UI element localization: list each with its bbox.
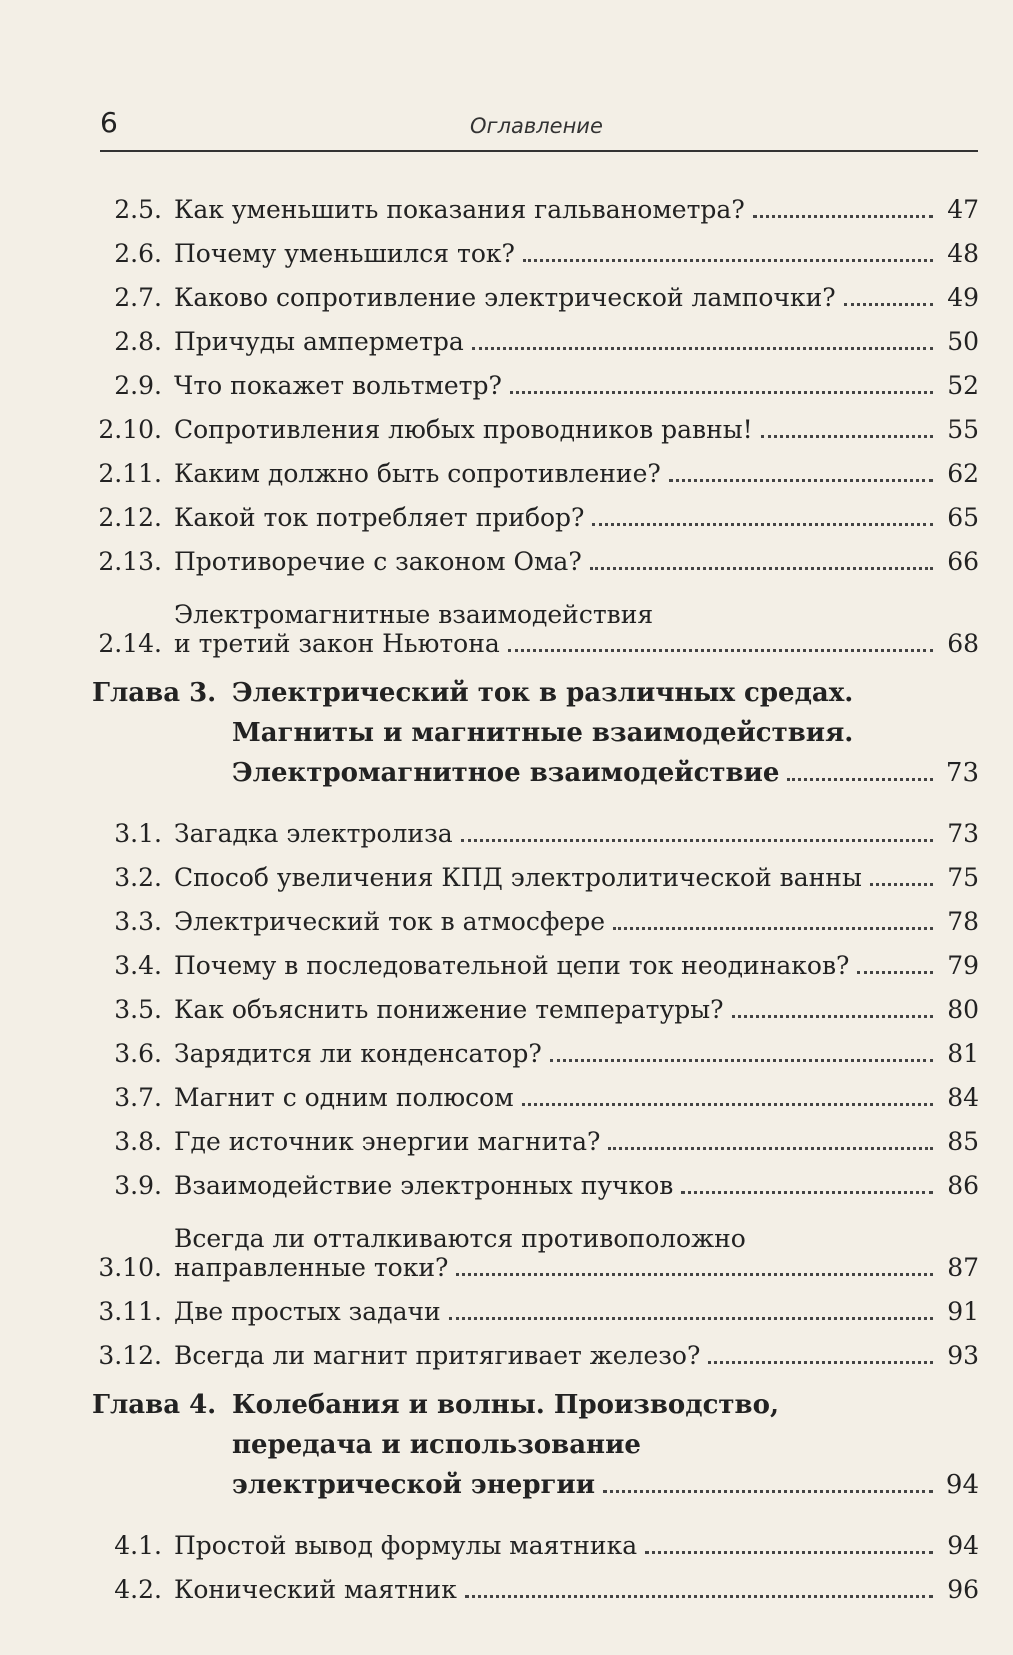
entry-title: Способ увеличения КПД электролитической ванны: [174, 863, 862, 892]
entry-number: 4.1.: [114, 1531, 162, 1560]
entry-number: 3.3.: [114, 907, 162, 936]
entry-page: 47: [947, 195, 979, 224]
chapter-page: 94: [945, 1470, 979, 1500]
leader-dots: [732, 1014, 934, 1018]
entry-number: 3.8.: [114, 1127, 162, 1156]
leader-dots: [510, 390, 933, 394]
entry-title: Противоречие с законом Ома?: [174, 547, 582, 576]
chapter-label: Глава 3.: [92, 678, 217, 708]
leader-dots: [787, 777, 933, 781]
entry-page: 96: [947, 1575, 979, 1604]
entry-page: 49: [947, 283, 979, 312]
entry-number: 3.4.: [114, 951, 162, 980]
chapter-title-line: Электромагнитное взаимодействие: [232, 758, 780, 788]
entry-page: 93: [947, 1341, 979, 1370]
entry-number: 2.10.: [98, 415, 162, 444]
entry-page: 65: [947, 503, 979, 532]
section-3-entries: [92, 804, 979, 1370]
toc-entry: [92, 936, 979, 980]
toc-entry: [92, 576, 979, 658]
entry-page: 66: [947, 547, 979, 576]
leader-dots: [592, 522, 933, 526]
page-number: 6: [100, 106, 118, 139]
entry-number: 3.9.: [114, 1171, 162, 1200]
toc-entry: [92, 1516, 979, 1560]
leader-dots: [613, 926, 933, 930]
entry-title: Электрический ток в атмосфере: [174, 907, 606, 936]
toc-entry: [92, 1112, 979, 1156]
entry-number: 3.11.: [98, 1297, 162, 1326]
toc-entry: [92, 1200, 979, 1282]
entry-title: направленные токи?: [174, 1253, 449, 1282]
leader-dots: [844, 302, 933, 306]
entry-title: Каково сопротивление электрической лампочки?: [174, 283, 836, 312]
entry-number: 4.2.: [114, 1575, 162, 1604]
entry-number: 2.9.: [114, 371, 162, 400]
toc-entry: [92, 980, 979, 1024]
entry-number: 2.11.: [98, 459, 162, 488]
toc-entry: [92, 848, 979, 892]
chapter-title-line: Электрический ток в различных средах.: [232, 678, 854, 708]
entry-title: Конический маятник: [174, 1575, 457, 1604]
entry-number: 3.12.: [98, 1341, 162, 1370]
entry-number: 2.12.: [98, 503, 162, 532]
toc-entry: [92, 1156, 979, 1200]
entry-title: Простой вывод формулы маятника: [174, 1531, 638, 1560]
toc-entry: [92, 1068, 979, 1112]
toc-entry: [92, 180, 979, 224]
toc-entry: [92, 1560, 979, 1604]
entry-title: Две простых задачи: [174, 1297, 441, 1326]
leader-dots: [472, 346, 933, 350]
entry-number: 3.7.: [114, 1083, 162, 1112]
toc-entry: [92, 1024, 979, 1068]
toc-entry: [92, 488, 979, 532]
toc-entry: [92, 804, 979, 848]
entry-number: 2.13.: [98, 547, 162, 576]
chapter-3-heading: [92, 678, 979, 798]
leader-dots: [461, 838, 933, 842]
toc-entry: [92, 400, 979, 444]
leader-dots: [645, 1550, 933, 1554]
page-header: [100, 100, 978, 152]
leader-dots: [603, 1489, 933, 1493]
leader-dots: [449, 1316, 933, 1320]
leader-dots: [681, 1190, 933, 1194]
chapter-title-line: Колебания и волны. Производство,: [232, 1390, 779, 1420]
entry-page: 50: [947, 327, 979, 356]
entry-page: 94: [947, 1531, 979, 1560]
toc-entry: [92, 224, 979, 268]
entry-title: Что покажет вольтметр?: [174, 371, 502, 400]
entry-page: 87: [947, 1253, 979, 1282]
entry-page: 86: [947, 1171, 979, 1200]
chapter-title-line: электрической энергии: [232, 1470, 595, 1500]
leader-dots: [456, 1272, 933, 1276]
entry-title: Сопротивления любых проводников равны!: [174, 415, 753, 444]
entry-title: Где источник энергии магнита?: [174, 1127, 601, 1156]
entry-page: 79: [947, 951, 979, 980]
chapter-title-line: Магниты и магнитные взаимодействия.: [232, 718, 854, 748]
leader-dots: [550, 1058, 933, 1062]
entry-page: 91: [947, 1297, 979, 1326]
toc-entry: [92, 532, 979, 576]
chapter-label: Глава 4.: [92, 1390, 217, 1420]
entry-title: Какой ток потребляет прибор?: [174, 503, 585, 532]
entry-page: 81: [947, 1039, 979, 1068]
leader-dots: [753, 214, 933, 218]
entry-page: 62: [947, 459, 979, 488]
entry-title: Взаимодействие электронных пучков: [174, 1171, 674, 1200]
entry-number: 2.5.: [114, 195, 162, 224]
entry-page: 48: [947, 239, 979, 268]
entry-title: Магнит с одним полюсом: [174, 1083, 514, 1112]
entry-number: 3.10.: [98, 1253, 162, 1282]
leader-dots: [857, 970, 933, 974]
entry-page: 55: [947, 415, 979, 444]
leader-dots: [608, 1146, 933, 1150]
entry-page: 80: [947, 995, 979, 1024]
entry-page: 68: [947, 629, 979, 658]
running-title: Оглавление: [470, 114, 603, 138]
chapter-page: 73: [945, 758, 979, 788]
leader-dots: [708, 1360, 933, 1364]
entry-title: Почему уменьшился ток?: [174, 239, 515, 268]
leader-dots: [870, 882, 933, 886]
entry-page: 73: [947, 819, 979, 848]
table-of-contents: [92, 180, 979, 1604]
chapter-4-heading: [92, 1390, 979, 1510]
toc-entry: [92, 268, 979, 312]
entry-title: Зарядится ли конденсатор?: [174, 1039, 542, 1068]
entry-title: Каким должно быть сопротивление?: [174, 459, 661, 488]
leader-dots: [522, 1102, 933, 1106]
leader-dots: [508, 648, 933, 652]
entry-title: Почему в последовательной цепи ток неодинаков?: [174, 951, 850, 980]
entry-title-line: Электромагнитные взаимодействия: [174, 600, 654, 629]
entry-title: и третий закон Ньютона: [174, 629, 500, 658]
entry-page: 75: [947, 863, 979, 892]
leader-dots: [761, 434, 933, 438]
entry-page: 85: [947, 1127, 979, 1156]
entry-page: 52: [947, 371, 979, 400]
toc-entry: [92, 1326, 979, 1370]
entry-number: 3.6.: [114, 1039, 162, 1068]
entry-page: 84: [947, 1083, 979, 1112]
entry-title: Как объяснить понижение температуры?: [174, 995, 724, 1024]
section-2-entries: [92, 180, 979, 658]
entry-number: 2.8.: [114, 327, 162, 356]
leader-dots: [465, 1594, 933, 1598]
entry-title-line: Всегда ли отталкиваются противоположно: [174, 1224, 746, 1253]
leader-dots: [523, 258, 933, 262]
entry-number: 2.7.: [114, 283, 162, 312]
toc-entry: [92, 312, 979, 356]
entry-title: Причуды амперметра: [174, 327, 464, 356]
entry-number: 2.14.: [98, 629, 162, 658]
chapter-title-line: передача и использование: [232, 1430, 641, 1460]
toc-entry: [92, 444, 979, 488]
entry-title: Загадка электролиза: [174, 819, 453, 848]
entry-title: Всегда ли магнит притягивает железо?: [174, 1341, 701, 1370]
entry-page: 78: [947, 907, 979, 936]
toc-entry: [92, 356, 979, 400]
toc-entry: [92, 1282, 979, 1326]
entry-number: 3.1.: [114, 819, 162, 848]
entry-number: 3.2.: [114, 863, 162, 892]
leader-dots: [669, 478, 933, 482]
toc-entry: [92, 892, 979, 936]
entry-title: Как уменьшить показания гальванометра?: [174, 195, 745, 224]
entry-number: 3.5.: [114, 995, 162, 1024]
leader-dots: [590, 566, 933, 570]
entry-number: 2.6.: [114, 239, 162, 268]
section-4-entries: [92, 1516, 979, 1604]
